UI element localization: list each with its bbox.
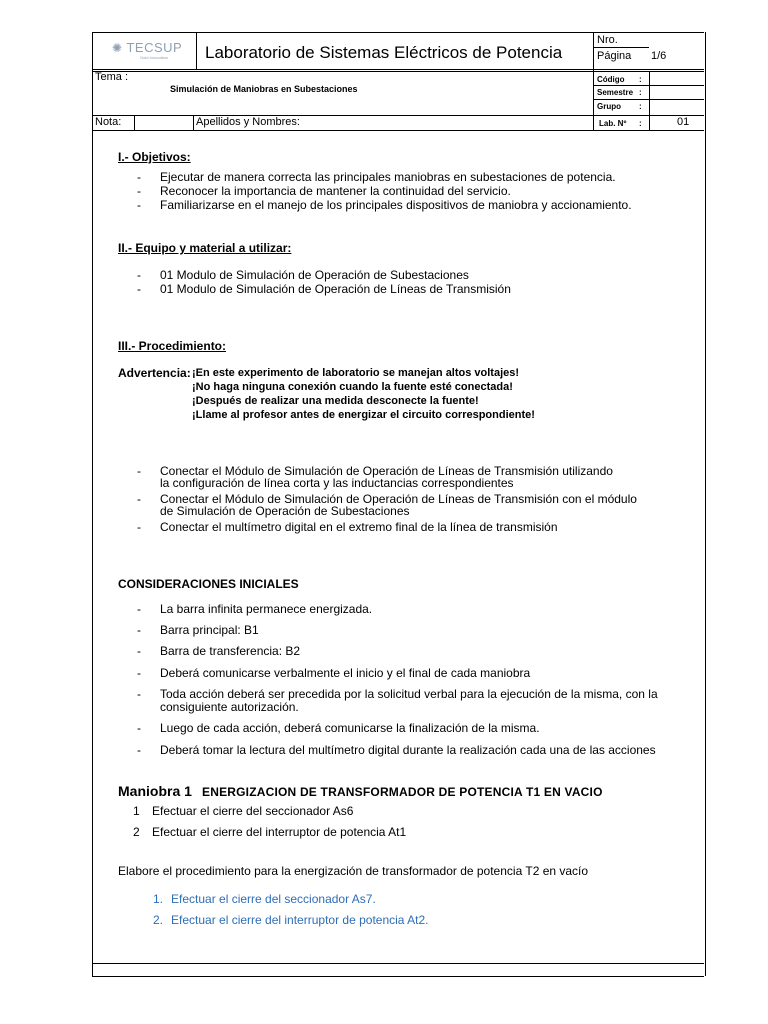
logo — [112, 40, 182, 55]
list-item-text: Ejecutar de manera correcta las principales maniobras en subestaciones de potencia. — [160, 170, 616, 184]
tema-label: Tema : — [95, 71, 129, 83]
bullet-dash: - — [137, 602, 141, 616]
step-number: 2 — [133, 825, 140, 839]
list-item-text: Luego de cada acción, deberá comunicarse la finalización de la misma. — [160, 721, 540, 735]
grupo-colon: : — [639, 102, 642, 111]
step-text: Efectuar el cierre del seccionador As6 — [152, 804, 354, 818]
footer-bottom-border — [92, 976, 704, 977]
list-item-text: consiguiente autorización. — [160, 700, 299, 714]
nro-label: Nro. — [597, 34, 618, 46]
equipo-title: II.- Equipo y material a utilizar: — [118, 241, 292, 255]
list-item-text: Conectar el multímetro digital en el extremo final de la línea de transmisión — [160, 520, 558, 534]
header-divider-3 — [92, 130, 704, 131]
bullet-dash: - — [137, 623, 141, 637]
logo-text: TECSUP — [126, 40, 183, 55]
nota-divider-1 — [134, 115, 135, 130]
codigo-label: Código — [597, 75, 625, 84]
document-title: Laboratorio de Sistemas Eléctricos de Potencia — [205, 43, 563, 62]
consideraciones-title: CONSIDERACIONES INICIALES — [118, 577, 299, 591]
answer-text: Efectuar el cierre del seccionador As7. — [171, 892, 376, 906]
bullet-dash: - — [137, 520, 141, 534]
list-item-text: La barra infinita permanece energizada. — [160, 602, 373, 616]
list-item-text: Deberá tomar la lectura del multímetro digital durante la realización cada una de las acciones — [160, 743, 656, 757]
bullet-dash: - — [137, 666, 141, 680]
footer-line — [92, 963, 704, 964]
answer-number: 2. — [153, 913, 164, 927]
apellidos-label: Apellidos y Nombres: — [196, 116, 300, 128]
maniobra-title: ENERGIZACION DE TRANSFORMADOR DE POTENCIA T1 EN VACIO — [202, 785, 603, 799]
bullet-dash: - — [137, 464, 141, 478]
semestre-colon: : — [639, 88, 642, 97]
warning-line: ¡Llame al profesor antes de energizar el circuito correspondiente! — [192, 409, 535, 421]
bullet-dash: - — [137, 282, 141, 296]
bullet-dash: - — [137, 687, 141, 701]
list-item-text: Reconocer la importancia de mantener la continuidad del servicio. — [160, 184, 511, 198]
lab-value: 01 — [677, 116, 690, 128]
header-divider-2 — [92, 115, 704, 116]
list-item-text: la configuración de línea corta y las inductancias correspondientes — [160, 476, 514, 490]
bullet-dash: - — [137, 268, 141, 282]
logo-divider — [196, 32, 197, 70]
bullet-dash: - — [137, 170, 141, 184]
list-item-text: 01 Modulo de Simulación de Operación de Líneas de Transmisión — [160, 282, 511, 296]
step-text: Efectuar el cierre del interruptor de potencia At1 — [152, 825, 407, 839]
list-item-text: Familiarizarse en el manejo de los principales dispositivos de maniobra y accionamiento. — [160, 198, 632, 212]
header-top-border — [92, 32, 704, 33]
header-divider-1b — [92, 71, 704, 72]
bullet-dash: - — [137, 184, 141, 198]
procedimiento-title: III.- Procedimiento: — [118, 339, 227, 353]
nota-divider-2 — [193, 115, 194, 130]
advertencia-label: Advertencia: — [118, 366, 191, 380]
list-item-text: Barra de transferencia: B2 — [160, 644, 301, 658]
logo-mark-icon: ✺ — [112, 41, 123, 55]
list-item-text: Toda acción deberá ser precedida por la solicitud verbal para la ejecución de la misma, con la — [160, 687, 658, 701]
nro-divider — [593, 47, 649, 48]
logo-tagline: Gold Innovation — [140, 55, 169, 60]
tema-value: Simulación de Maniobras en Subestaciones — [170, 84, 358, 94]
bullet-dash: - — [137, 492, 141, 506]
bullet-dash: - — [137, 721, 141, 735]
list-item-text: Conectar el Módulo de Simulación de Operación de Líneas de Transmisión utilizando — [160, 464, 613, 478]
list-item-text: 01 Modulo de Simulación de Operación de Subestaciones — [160, 268, 469, 282]
list-item-text: Conectar el Módulo de Simulación de Operación de Líneas de Transmisión con el módulo — [160, 492, 637, 506]
list-item-text: Barra principal: B1 — [160, 623, 259, 637]
objetivos-title: I.- Objetivos: — [118, 150, 191, 164]
semestre-label: Semestre — [597, 88, 634, 97]
info-box-mid — [649, 71, 650, 130]
bullet-dash: - — [137, 198, 141, 212]
lab-label: Lab. Nº — [599, 119, 627, 128]
pagina-label: Página — [597, 50, 632, 62]
warning-line: ¡No haga ninguna conexión cuando la fuente esté conectada! — [192, 381, 513, 393]
step-number: 1 — [133, 804, 140, 818]
warning-line: ¡En este experimento de laboratorio se manejan altos voltajes! — [192, 367, 520, 379]
maniobra-label: Maniobra 1 — [118, 783, 192, 799]
procedure-prompt: Elabore el procedimiento para la energización de transformador de potencia T2 en vacío — [118, 864, 589, 878]
bullet-dash: - — [137, 743, 141, 757]
grupo-label: Grupo — [597, 102, 621, 111]
nota-label: Nota: — [95, 116, 122, 128]
header-divider-1 — [92, 69, 704, 70]
warning-line: ¡Después de realizar una medida desconecte la fuente! — [192, 395, 479, 407]
answer-text: Efectuar el cierre del interruptor de potencia At2. — [171, 913, 429, 927]
bullet-dash: - — [137, 644, 141, 658]
list-item-text: de Simulación de Operación de Subestaciones — [160, 504, 410, 518]
info-box-left — [593, 32, 594, 130]
lab-colon: : — [639, 119, 642, 128]
pagina-value: 1/6 — [651, 50, 667, 62]
list-item-text: Deberá comunicarse verbalmente el inicio y el final de cada maniobra — [160, 666, 531, 680]
codigo-colon: : — [639, 75, 642, 84]
answer-number: 1. — [153, 892, 164, 906]
